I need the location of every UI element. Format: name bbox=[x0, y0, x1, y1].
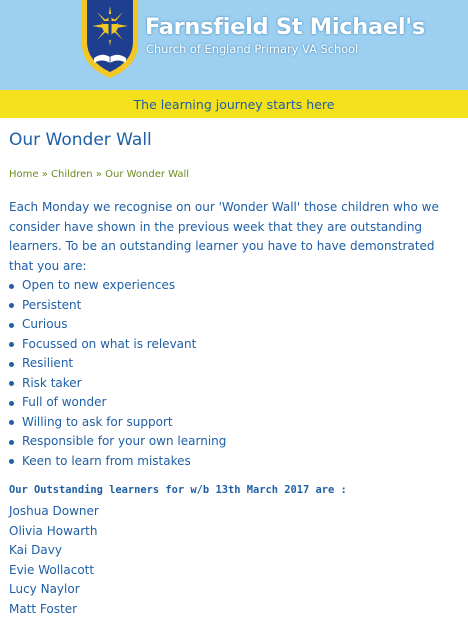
bullet-icon bbox=[9, 401, 14, 406]
bullet-icon bbox=[9, 362, 14, 367]
list-item bbox=[9, 413, 459, 433]
learner-name: Lucy Naylor bbox=[9, 580, 459, 600]
quality-label: Resilient bbox=[22, 356, 73, 370]
quality-label: Willing to ask for support bbox=[22, 415, 173, 429]
tagline: The learning journey starts here bbox=[134, 97, 335, 112]
list-item bbox=[9, 452, 459, 472]
breadcrumb-current-link[interactable]: Our Wonder Wall bbox=[105, 169, 189, 180]
bullet-icon bbox=[9, 323, 14, 328]
learner-name: Joshua Downer bbox=[9, 502, 459, 522]
intro-paragraph: Each Monday we recognise on our 'Wonder Wall' those children who we consider have shown in the previous week that they are outstanding learners. To be an outstanding learner you have to have demonstrated that you are: bbox=[9, 198, 459, 276]
bullet-icon bbox=[9, 381, 14, 386]
school-crest-icon[interactable] bbox=[80, 0, 140, 80]
school-name[interactable]: Farnsfield St Michael's bbox=[145, 14, 425, 40]
quality-label: Keen to learn from mistakes bbox=[22, 454, 191, 468]
list-item bbox=[9, 354, 459, 374]
quality-label: Focussed on what is relevant bbox=[22, 337, 196, 351]
quality-label: Risk taker bbox=[22, 376, 82, 390]
learner-name: Olivia Howarth bbox=[9, 522, 459, 542]
learner-name: Matt Foster bbox=[9, 600, 459, 619]
quality-label: Full of wonder bbox=[22, 395, 106, 409]
list-item bbox=[9, 315, 459, 335]
main-content bbox=[0, 129, 468, 619]
bullet-icon bbox=[9, 459, 14, 464]
bullet-icon bbox=[9, 440, 14, 445]
breadcrumb-children-link[interactable]: Children bbox=[51, 169, 93, 180]
quality-label: Persistent bbox=[22, 298, 81, 312]
qualities-list bbox=[9, 276, 459, 471]
list-item bbox=[9, 432, 459, 452]
bullet-icon bbox=[9, 284, 14, 289]
breadcrumb-home-link[interactable]: Home bbox=[9, 169, 39, 180]
list-item bbox=[9, 276, 459, 296]
breadcrumb-separator: » bbox=[93, 169, 105, 180]
bullet-icon bbox=[9, 342, 14, 347]
quality-label: Curious bbox=[22, 317, 67, 331]
breadcrumb-separator: » bbox=[39, 169, 51, 180]
page-title: Our Wonder Wall bbox=[9, 129, 459, 151]
list-item bbox=[9, 296, 459, 316]
list-item bbox=[9, 393, 459, 413]
list-item bbox=[9, 335, 459, 355]
site-header bbox=[0, 0, 468, 90]
list-item bbox=[9, 374, 459, 394]
learners-list bbox=[9, 502, 459, 619]
learners-heading: Our Outstanding learners for w/b 13th March 2017 are : bbox=[9, 482, 459, 498]
quality-label: Responsible for your own learning bbox=[22, 434, 226, 448]
bullet-icon bbox=[9, 420, 14, 425]
breadcrumb bbox=[9, 168, 459, 182]
school-subtitle: Church of England Primary VA School bbox=[146, 42, 358, 56]
quality-label: Open to new experiences bbox=[22, 278, 175, 292]
bullet-icon bbox=[9, 303, 14, 308]
learner-name: Evie Wollacott bbox=[9, 561, 459, 581]
tagline-bar bbox=[0, 90, 468, 118]
learner-name: Kai Davy bbox=[9, 541, 459, 561]
